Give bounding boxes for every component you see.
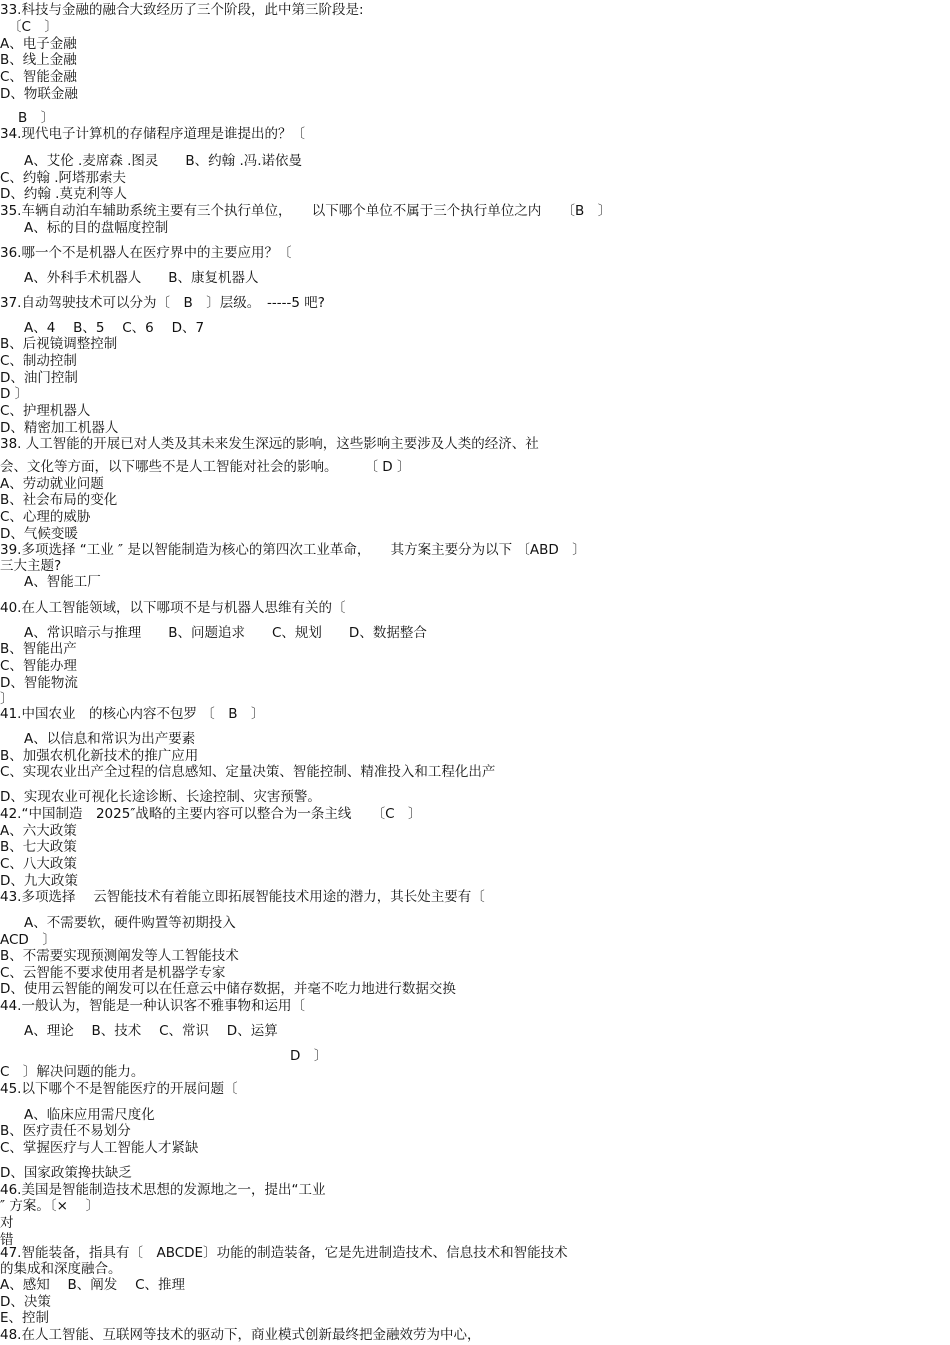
text-line: 三大主题? xyxy=(0,558,62,574)
text-line: B、线上金融 xyxy=(0,52,77,68)
text-line: 45.以下哪个不是智能医疗的开展问题〔 xyxy=(0,1081,238,1097)
text-line: 40.在人工智能领域，以下哪项不是与机器人思维有关的〔 xyxy=(0,600,346,616)
text-line: C、掌握医疗与人工智能人才紧缺 xyxy=(0,1140,199,1156)
text-line: B、不需要实现预测阐发等人工智能技术 xyxy=(0,948,239,964)
text-line: 37.自动驾驶技术可以分为〔 B 〕层级。 -----5 吧? xyxy=(0,295,325,311)
text-line: A、标的目的盘幅度控制 xyxy=(24,220,169,236)
text-line: A、以信息和常识为出产要素 xyxy=(24,731,196,747)
text-line: 33.科技与金融的融合大致经历了三个阶段，此中第三阶段是: xyxy=(0,2,364,18)
text-line: C 〕解决问题的能力。 xyxy=(0,1064,145,1080)
text-line: A、理论 B、技术 C、常识 D、运算 xyxy=(24,1023,278,1039)
text-line: 错 xyxy=(0,1232,14,1248)
text-line: 44.一般认为，智能是一种认识客不雅事物和运用〔 xyxy=(0,998,305,1014)
text-line: D 〕 xyxy=(0,386,29,402)
text-line: D、物联金融 xyxy=(0,86,78,102)
text-line: C、心理的威胁 xyxy=(0,509,91,525)
text-line: A、感知 B、阐发 C、推理 xyxy=(0,1277,186,1293)
text-line: C、护理机器人 xyxy=(0,403,91,419)
text-line: 38. 人工智能的开展已对人类及其未来发生深远的影响，这些影响主要涉及人类的经济、社 xyxy=(0,436,539,452)
text-line: A、六大政策 xyxy=(0,823,77,839)
text-line: A、艾伦 .麦席森 .图灵 B、约翰 .冯.诺依曼 xyxy=(24,153,303,169)
text-line: C、实现农业出产全过程的信息感知、定量决策、智能控制、精准投入和工程化出产 xyxy=(0,764,496,780)
text-line: 41.中国农业 的核心内容不包罗 〔 B 〕 xyxy=(0,706,265,722)
text-line: A、临床应用需尺度化 xyxy=(24,1107,155,1123)
text-line: C、八大政策 xyxy=(0,856,77,872)
text-line: 47.智能装备，指具有〔 ABCDE〕功能的制造装备，它是先进制造技术、信息技术和智能技术 xyxy=(0,1245,568,1261)
text-line: B 〕 xyxy=(18,110,55,126)
text-line: D、精密加工机器人 xyxy=(0,420,119,436)
text-line: B、社会布局的变化 xyxy=(0,492,118,508)
text-line: 〕 xyxy=(0,691,14,707)
text-line: 36.哪一个不是机器人在医疗界中的主要应用？〔 xyxy=(0,245,292,261)
text-line: D、九大政策 xyxy=(0,873,78,889)
text-line: C、智能金融 xyxy=(0,69,77,85)
text-line: B、七大政策 xyxy=(0,839,77,855)
text-line: 46.美国是智能制造技术思想的发源地之一，提出“工业 xyxy=(0,1182,326,1198)
text-line: 35.车辆自动泊车辅助系统主要有三个执行单位， 以下哪个单位不属于三个执行单位之内 〔B 〕 xyxy=(0,203,612,219)
text-line: D、气候变暖 xyxy=(0,526,78,542)
text-line: 的集成和深度融合。 xyxy=(0,1261,122,1277)
text-line: A、外科手术机器人 B、康复机器人 xyxy=(24,270,259,286)
text-line: 会、文化等方面，以下哪些不是人工智能对社会的影响。 〔 D 〕 xyxy=(0,459,411,475)
text-line: A、智能工厂 xyxy=(24,574,101,590)
text-line: D、国家政策搀扶缺乏 xyxy=(0,1165,132,1181)
text-line: C、约翰 .阿塔那索夫 xyxy=(0,170,127,186)
text-line: A、4 B、5 C、6 D、7 xyxy=(24,320,205,336)
text-line: C、智能办理 xyxy=(0,658,77,674)
text-line: D 〕 xyxy=(290,1048,328,1064)
text-line: D、约翰 .莫克利等人 xyxy=(0,186,127,202)
text-line: D、使用云智能的阐发可以在任意云中储存数据，并毫不吃力地进行数据交换 xyxy=(0,981,456,997)
text-line: D、决策 xyxy=(0,1294,51,1310)
text-line: D、油门控制 xyxy=(0,370,78,386)
text-line: C、制动控制 xyxy=(0,353,77,369)
text-line: 34.现代电子计算机的存储程序道理是谁提出的？〔 xyxy=(0,126,305,142)
text-line: C、云智能不要求使用者是机器学专家 xyxy=(0,965,226,981)
text-line: 〔C 〕 xyxy=(8,19,58,35)
text-line: B、后视镜调整控制 xyxy=(0,336,118,352)
text-line: 43.多项选择 云智能技术有着能立即拓展智能技术用途的潜力，其长处主要有〔 xyxy=(0,889,485,905)
text-line: ″ 方案。〔× 〕 xyxy=(0,1198,100,1214)
text-line: B、智能出产 xyxy=(0,641,77,657)
text-line: A、常识暗示与推理 B、问题追求 C、规划 D、数据整合 xyxy=(24,625,427,641)
text-line: A、劳动就业问题 xyxy=(0,476,104,492)
text-line: ACD 〕 xyxy=(0,932,56,948)
text-line: B、医疗责任不易划分 xyxy=(0,1123,131,1139)
text-line: A、电子金融 xyxy=(0,36,77,52)
text-line: 对 xyxy=(0,1215,14,1231)
text-line: B、加强农机化新技术的推广应用 xyxy=(0,748,199,764)
text-line: D、智能物流 xyxy=(0,675,78,691)
text-line: A、不需要软，硬件购置等初期投入 xyxy=(24,915,236,931)
text-line: 39.多项选择 “工业 ″ 是以智能制造为核心的第四次工业革命， 其方案主要分为以下 〔ABD 〕 xyxy=(0,542,586,558)
text-line: 48.在人工智能、互联网等技术的驱动下，商业模式创新最终把金融效劳为中心， xyxy=(0,1327,481,1343)
text-line: D、实现农业可视化长途诊断、长途控制、灾害预警。 xyxy=(0,789,321,805)
text-line: E、控制 xyxy=(0,1310,50,1326)
text-line: 42.“中国制造 2025″战略的主要内容可以整合为一条主线 〔C 〕 xyxy=(0,806,422,822)
